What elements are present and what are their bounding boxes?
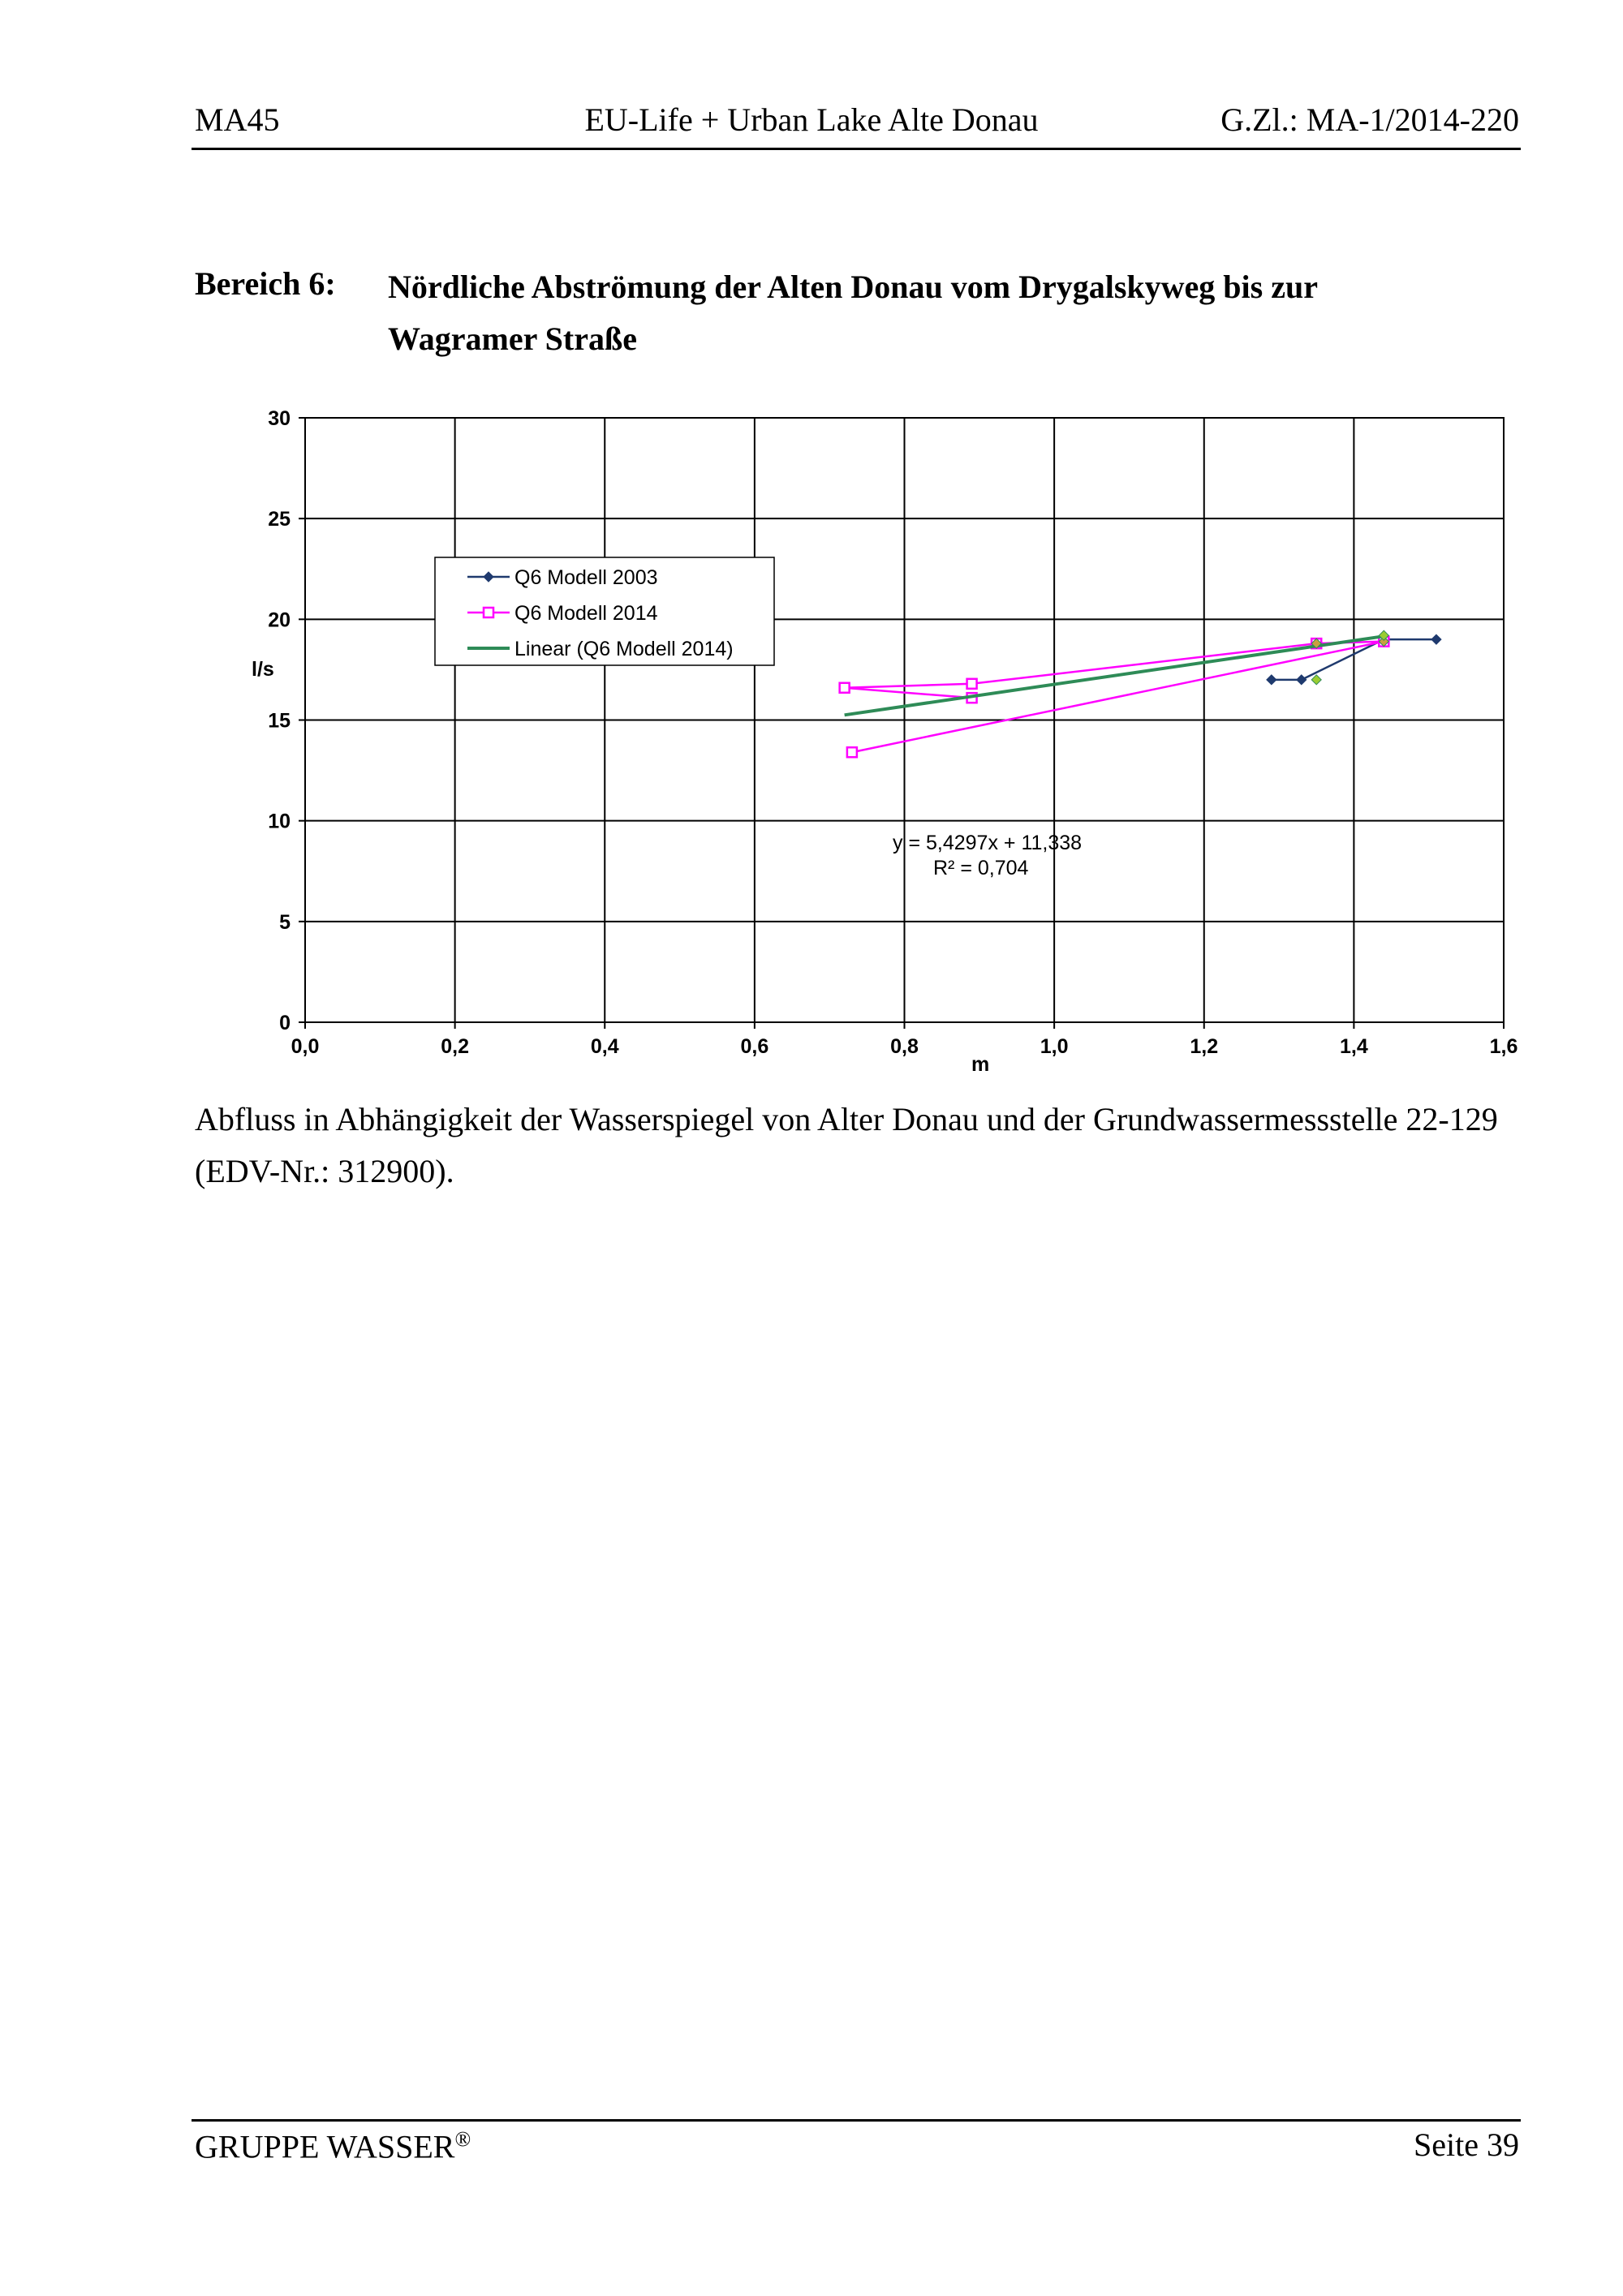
x-tick-label: 1,2 [1190,1035,1219,1058]
figure-caption: Abfluss in Abhängigkeit der Wasserspiegel von Alter Donau und der Grundwassermessstelle 22-129 (EDV-Nr.: 312900). [195,1101,1498,1189]
x-tick-label: 0,6 [740,1035,769,1058]
y-tick-label: 15 [268,709,291,733]
section-title: Nördliche Abströmung der Alten Donau vom Drygalskyweg bis zur Wagramer Straße [388,269,1318,357]
data-point [967,679,977,689]
legend-entry: Q6 Modell 2003 [514,566,658,589]
footer-page-number: Seite 39 [1414,2126,1519,2163]
y-tick-label: 30 [268,407,291,430]
x-tick-label: 1,6 [1489,1035,1518,1058]
header-right: G.Zl.: MA-1/2014-220 [1220,101,1519,138]
data-point [1267,675,1276,685]
header-left: MA45 [195,101,280,138]
chart-grid [305,418,1504,1022]
x-tick-label: 0,8 [890,1035,919,1058]
section-label: Bereich 6: [195,265,336,302]
trend-r-squared: R² = 0,704 [933,857,1029,879]
y-tick-label: 0 [279,1012,291,1034]
footer-left [195,2129,471,2163]
x-tick-label: 0,0 [291,1035,320,1058]
series-line-2 [845,642,1384,753]
y-axis-label: l/s [252,658,274,681]
chart-series [840,630,1441,757]
data-point [840,683,850,693]
footer-org: GRUPPE WASSER [195,2128,455,2165]
header-center: EU-Life + Urban Lake Alte Donau [584,101,1039,138]
chart-legend [435,557,774,665]
legend-entry: Linear (Q6 Modell 2014) [514,638,734,660]
footer-rule [192,2119,1521,2122]
registered-mark: ® [454,2127,471,2151]
x-tick-label: 1,0 [1040,1035,1069,1058]
x-tick-label: 0,2 [441,1035,470,1058]
y-tick-label: 20 [268,608,291,632]
data-point [1431,634,1441,644]
x-axis-label: m [971,1053,990,1076]
header-rule [192,148,1521,150]
discharge-chart [227,398,1542,1087]
trend-point [1311,675,1321,685]
y-tick-label: 25 [268,508,291,531]
trend-equation: y = 5,4297x + 11,338 [893,832,1083,854]
data-point [847,747,857,757]
data-point [1297,675,1307,685]
series-line-3 [845,636,1384,715]
legend-entry: Q6 Modell 2014 [514,602,658,625]
legend-marker [484,608,493,617]
y-tick-label: 10 [268,810,291,833]
x-tick-label: 1,4 [1339,1035,1368,1058]
y-tick-label: 5 [279,910,291,934]
x-tick-label: 0,4 [590,1035,619,1058]
